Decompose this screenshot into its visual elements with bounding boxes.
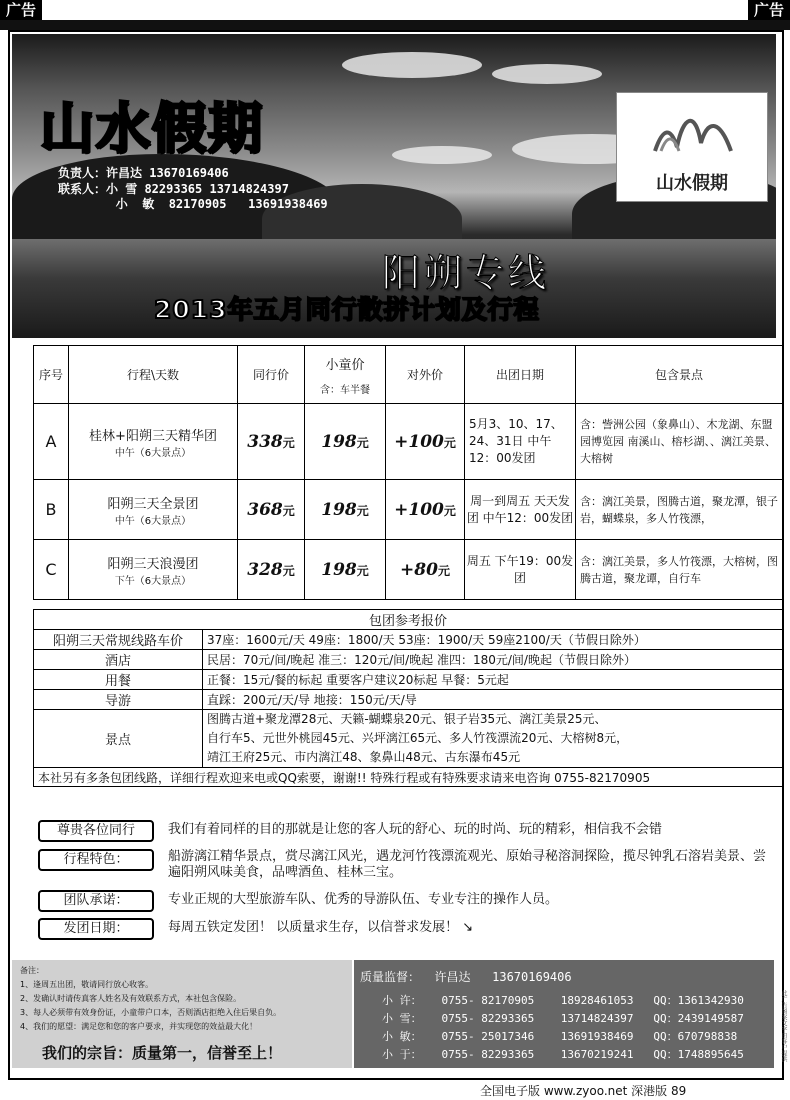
spots-price-line: 靖江王府25元、市内漓江48、象鼻山48元、古东瀑布45元 [207,750,521,764]
header-date: 出团日期 [465,346,576,404]
row-id: C [34,540,69,600]
date-cell: 周一到周五 天天发团 中午12：00发团 [465,480,576,540]
ad-tag-left: 广告 [0,0,42,20]
note-item: 1、逢周五出团，敬请同行放心收客。 [20,980,154,989]
reference-footer: 本社另有多条包团线路，详细行程欢迎来电或QQ索要，谢谢!! 特殊行程或有特殊要求请来电咨询 0755-82170905 [34,768,783,787]
feature-text: 我们有着同样的目的那就是让您的客人玩的舒心、玩的时尚、玩的精彩，相信我不会错 [168,822,663,837]
route-name: 桂林+阳朔三天精华团 [89,428,217,444]
quality-title: 质量监督： 许昌达 13670169406 [360,970,572,984]
feature-label: 团队承诺： [38,890,154,912]
spots-price-line: 图腾古道+聚龙潭28元、天籁-蝴蝶泉20元、银子岩35元、漓江美景25元、 [207,712,607,726]
plan-title: 2013年五月同行散拼计划及行程 [154,295,540,324]
route-name: 阳朔三天全景团 [107,496,199,512]
note-item: 3、每人必须带有效身份证，小童带户口本，否则酒店拒绝入住后果自负。 [20,1008,282,1017]
route-sub: 下午（6大景点） [114,575,192,587]
reference-row [34,630,783,650]
logo [616,92,768,202]
motto: 我们的宗旨：质量第一，信誉至上！ [42,1044,283,1062]
header-child [305,346,386,404]
itinerary-table [33,345,783,600]
retail-price: +100元 [386,480,465,540]
contact-line-1: 负责人：许昌达 13670169406 [58,166,229,180]
header-peer: 同行价 [238,346,305,404]
header-child-note: 含：车半餐 [320,384,370,396]
note-item: 2、发确认时请传真客人姓名及有效联系方式，本社包含保险。 [20,994,242,1003]
date-cell: 周五 下午19：00发团 [465,540,576,600]
route-cell [69,540,238,600]
top-bar [0,20,790,30]
peer-price: 368元 [238,480,305,540]
child-price: 198元 [305,480,386,540]
header-seq: 序号 [34,346,69,404]
route-name: 阳朔三天浪漫团 [107,556,199,572]
page-footer: 全国电子版 www.zyoo.net 深港版 89 [480,1084,687,1098]
banner-photo [12,34,776,338]
note-item: 4、我们的愿望：满足您和您的客户要求，并实现您的效益最大化！ [20,1022,258,1031]
notes-title: 备注： [20,966,44,975]
reference-key: 酒店 [34,650,203,670]
contact-line-2: 联系人：小 雪 82293365 13714824397 [58,182,289,196]
feature-label: 行程特色： [38,849,154,871]
header-route: 行程\天数 [69,346,238,404]
row-id: B [34,480,69,540]
quality-panel [354,960,774,1068]
child-price: 198元 [305,540,386,600]
spots-price-list [203,710,783,768]
quality-row: 小 雪： 0755- 82293365 13714824397 QQ：2439149587 [382,1012,744,1025]
date-cell: 5月3、10、17、24、31日 中午12：00发团 [465,404,576,480]
feature-text: 每周五铁定发团！ 以质量求生存，以信誉求发展！ ↘ [168,920,474,935]
feature-label: 发团日期： [38,918,154,940]
reference-value: 正餐：15元/餐的标起 重要客户建议20标起 早餐：5元起 [203,670,783,690]
retail-price: +80元 [386,540,465,600]
reference-row [34,690,783,710]
reference-value: 直踩：200元/天/导 地接：150元/天/导 [203,690,783,710]
feature-text: 船游漓江精华景点，赏尽漓江风光，遇龙河竹筏漂流观光、原始寻秘溶洞探险，揽尽钟乳石溶岩美景、尝遍阳朔风味美食，品啤酒鱼、桂林三宝。 [168,849,767,880]
route-cell [69,480,238,540]
brand-title: 山水假期 [40,97,264,160]
quality-row: 小 敏： 0755- 25017346 13691938469 QQ：670798838 [382,1030,738,1043]
reference-key: 用餐 [34,670,203,690]
spots-price-line: 自行车5、元世外桃园45元、兴坪漓江65元、多人竹筏漂流20元、大榕树8元， [207,731,629,745]
feature-label: 尊贵各位同行 [38,820,154,842]
peer-price: 328元 [238,540,305,600]
route-cell [69,404,238,480]
reference-price-table [33,609,783,787]
spots-cell: 含：漓江美景，多人竹筏漂，大榕树，图腾古道，聚龙谭，自行车 [576,540,783,600]
reference-title: 包团参考报价 [34,610,783,630]
child-price: 198元 [305,404,386,480]
reference-key: 阳朔三天常规线路车价 [34,630,203,650]
route-sub: 中午（6大景点） [114,447,192,459]
side-note: 此广告图案文字由客户提供 [780,990,787,1062]
reference-row [34,650,783,670]
reference-row [34,670,783,690]
mountain-logo-icon [653,107,733,153]
header-spots: 包含景点 [576,346,783,404]
ad-tag-right: 广告 [748,0,790,20]
contact-line-3: 小 敏 82170905 13691938469 [58,197,328,211]
spots-cell: 含：訾洲公园（象鼻山）、木龙湖、东盟园博览园 南溪山、榕杉湖、、漓江美景、大榕树 [576,404,783,480]
peer-price: 338元 [238,404,305,480]
header-child-label: 小童价 [325,357,365,373]
reference-key: 导游 [34,690,203,710]
table-row [34,404,783,480]
reference-value: 37座：1600元/天 49座：1800/天 53座：1900/天 59座2100/天（节假日除外） [203,630,783,650]
route-sub: 中午（6大景点） [114,515,192,527]
spots-cell: 含：漓江美景，图腾古道，聚龙潭，银子岩，蝴蝶泉，多人竹筏漂， [576,480,783,540]
header-retail: 对外价 [386,346,465,404]
reference-row [34,710,783,768]
retail-price: +100元 [386,404,465,480]
logo-text: 山水假期 [656,173,728,194]
reference-value: 民居：70元/间/晚起 准三：120元/间/晚起 准四：180元/间/晚起（节假日除外） [203,650,783,670]
row-id: A [34,404,69,480]
quality-row: 小 于： 0755- 82293365 13670219241 QQ：1748895645 [382,1048,744,1061]
feature-text: 专业正规的大型旅游车队、优秀的导游队伍、专业专注的操作人员。 [168,892,559,907]
table-row [34,540,783,600]
quality-row: 小 许： 0755- 82170905 18928461053 QQ：1361342930 [382,994,744,1007]
reference-key: 景点 [34,710,203,768]
table-row [34,480,783,540]
line-title: 阳朔专线 [382,251,551,295]
